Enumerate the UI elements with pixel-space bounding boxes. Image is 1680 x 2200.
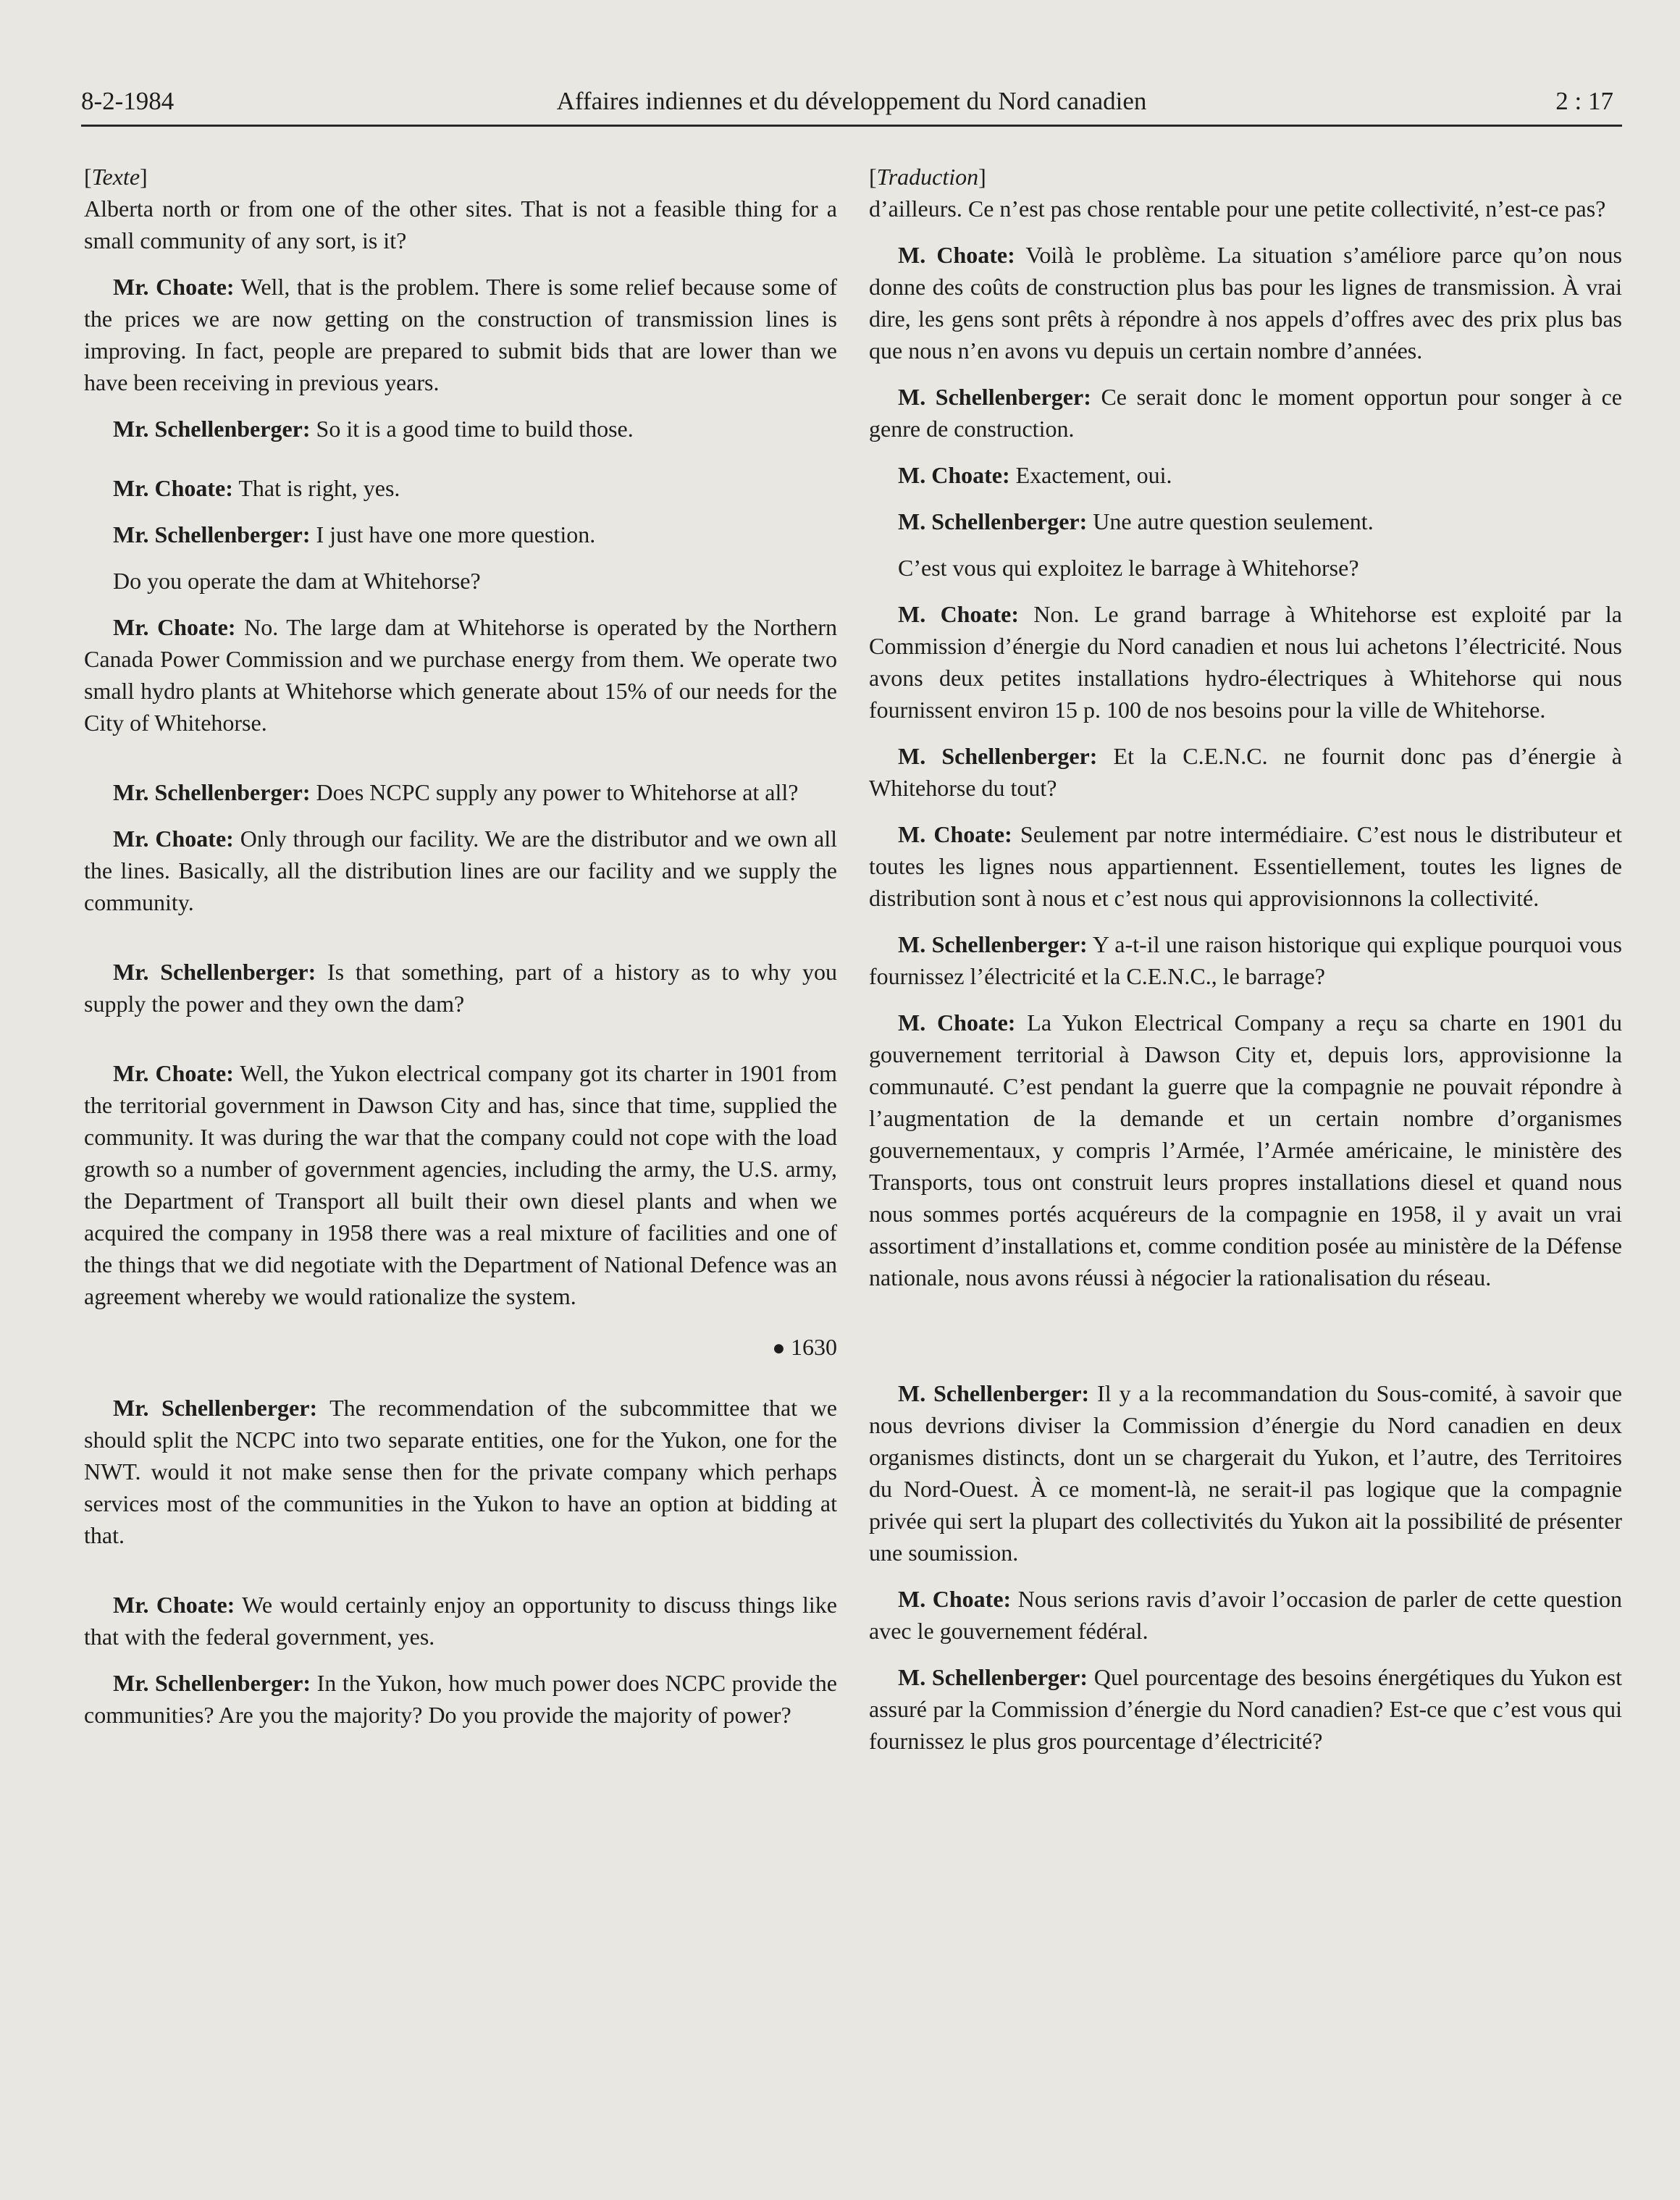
speech-paragraph: [84, 776, 837, 808]
speech-text: Only through our facility. We are the distributor and we own all the lines. Basically, all the distribution lines are our facility and we supply the community.: [84, 826, 838, 915]
speech-paragraph: [84, 1667, 837, 1731]
speech-paragraph: [84, 472, 837, 504]
speech-text: Ce serait donc le moment opportun pour songer à ce genre de construction.: [869, 384, 1623, 442]
speech-text: Non. Le grand barrage à Whitehorse est exploité par la Commission d’énergie du Nord canadien et nous lui achetons l’électricité. Nous avons deux petites installations hydro-électriques à Whitehorse qui nous fournissent environ 15 p. 100 de nos besoins pour la ville de Whitehorse.: [869, 601, 1623, 723]
speaker-name: Mr. Choate:: [113, 274, 235, 300]
speaker-name: M. Schellenberger:: [898, 384, 1091, 410]
speech-paragraph: [869, 505, 1622, 537]
section-marker: [Traduction]: [869, 164, 986, 190]
speaker-name: M. Schellenberger:: [898, 1664, 1088, 1690]
header-title: Affaires indiennes et du développement du Nord canadien: [556, 87, 1147, 115]
speech-paragraph: [84, 956, 837, 1020]
speech-text: Et la C.E.N.C. ne fournit donc pas d’énergie à Whitehorse du tout?: [869, 743, 1623, 801]
speech-paragraph: [869, 239, 1622, 366]
speaker-name: Mr. Schellenberger:: [113, 959, 316, 985]
speech-text: Une autre question seulement.: [1087, 508, 1374, 534]
speech-paragraph: Do you operate the dam at Whitehorse?: [113, 568, 481, 594]
speech-paragraph: [84, 1392, 837, 1551]
speech-paragraph: [869, 1583, 1622, 1647]
speech-paragraph: [869, 928, 1622, 992]
speaker-name: Mr. Choate:: [113, 614, 236, 640]
speaker-name: M. Choate:: [898, 242, 1015, 268]
speech-text: Exactement, oui.: [1009, 462, 1172, 488]
speaker-name: Mr. Schellenberger:: [113, 779, 311, 805]
speech-text: We would certainly enjoy an opportunity to discuss things like that with the federal government, yes.: [84, 1592, 838, 1650]
speaker-name: M. Choate:: [898, 821, 1012, 847]
speech-text: The recommendation of the subcommittee that we should split the NCPC into two separate entities, one for the Yukon, one for the NWT. would it not make sense then for the private company which perhaps services most of the communities in the Yukon to have an option at bidding at that.: [84, 1395, 838, 1548]
page-header: [81, 78, 1622, 127]
speaker-name: M. Schellenberger:: [898, 508, 1088, 534]
speech-paragraph: [869, 459, 1622, 491]
speaker-name: Mr. Schellenberger:: [113, 416, 311, 442]
speech-text: Quel pourcentage des besoins énergétiques du Yukon est assuré par la Commission d’énergie du Nord canadien? Est-ce que c’est vous qui fournissez le plus gros pourcentage d’électricité?: [869, 1664, 1623, 1754]
speech-paragraph: [84, 518, 837, 550]
speech-paragraph: [869, 381, 1622, 445]
speech-paragraph: [84, 413, 837, 445]
speaker-name: Mr. Schellenberger:: [113, 1395, 318, 1421]
speaker-name: Mr. Choate:: [113, 475, 233, 501]
speaker-name: Mr. Choate:: [113, 1060, 234, 1086]
speech-paragraph: [84, 823, 837, 918]
section-marker-label: Texte: [91, 164, 140, 190]
section-marker: [Texte]: [84, 164, 148, 190]
speech-text: Il y a la recommandation du Sous-comité, à savoir que nous devrions diviser la Commission d’énergie du Nord canadien en deux organismes distincts, dont un se chargerait du Yukon, et l’autre, des Territoires du Nord-Ouest. À ce moment-là, ne serait-il pas logique que la compagnie privée qui sert la plupart des collectivités du Yukon ait la possibilité de présenter une soumission.: [869, 1380, 1623, 1566]
speaker-name: M. Choate:: [898, 1009, 1016, 1036]
speaker-name: M. Schellenberger:: [898, 1380, 1090, 1406]
speech-text: In the Yukon, how much power does NCPC provide the communities? Are you the majority? Do you provide the majority of power?: [84, 1670, 838, 1728]
speech-text: Seulement par notre intermédiaire. C’est nous le distributeur et toutes les lignes nous appartiennent. Essentiellement, toutes les lignes de distribution sont à nous et c’est nous qui approvisionnons la collectivité.: [869, 821, 1623, 911]
speech-paragraph: [869, 818, 1622, 914]
speech-paragraph: [869, 1661, 1622, 1757]
speech-text: La Yukon Electrical Company a reçu sa charte en 1901 du gouvernement territorial à Dawson City et, depuis lors, approvisionne la communauté. C’est pendant la guerre que la compagnie ne pouvait répondre à l’augmentation de la demande et un certain nombre d’organismes gouvernementaux, y compris l’Armée, l’Armée américaine, le ministère des Transports, tous ont construit leurs propres installations diesel et quand nous nous sommes portés acquéreurs de la compagnie en 1958, il y avait un vrai assortiment d’installations et, comme condition posée au ministère de la Défense nationale, nous avons réussi à négocier la rationalisation du réseau.: [869, 1009, 1623, 1290]
bullet-icon: ●: [772, 1336, 791, 1360]
speech-paragraph: [869, 1007, 1622, 1293]
speech-text: Y a-t-il une raison historique qui explique pourquoi vous fournissez l’électricité et la C.E.N.C., le barrage?: [869, 931, 1623, 989]
speaker-name: M. Schellenberger:: [898, 743, 1098, 769]
time-marker: [84, 1331, 837, 1364]
speech-text: Voilà le problème. La situation s’améliore parce qu’on nous donne des coûts de construction plus bas pour les lignes de transmission. À vrai dire, les gens sont prêts à répondre à nos appels d’offres avec des prix plus bas que nous n’en avons vu depuis un certain nombre d’années.: [869, 242, 1623, 364]
speaker-name: Mr. Choate:: [113, 826, 234, 852]
speech-text: Does NCPC supply any power to Whitehorse at all?: [310, 779, 799, 805]
speech-text: That is right, yes.: [232, 475, 400, 501]
english-column: [84, 161, 837, 1731]
speaker-name: M. Choate:: [898, 462, 1010, 488]
speech-text: So it is a good time to build those.: [310, 416, 634, 442]
speaker-name: Mr. Schellenberger:: [113, 521, 311, 547]
header-date: 8-2-1984: [81, 87, 175, 115]
speech-paragraph: [84, 1057, 837, 1312]
continuation-text: Alberta north or from one of the other sites. That is not a feasible thing for a small community of any sort, is it?: [84, 196, 837, 253]
speech-paragraph: [84, 611, 837, 739]
french-column: [869, 161, 1622, 1757]
speech-text: Nous serions ravis d’avoir l’occasion de parler de cette question avec le gouvernement fédéral.: [869, 1586, 1623, 1644]
speaker-name: M. Choate:: [898, 601, 1019, 627]
speech-text: Well, the Yukon electrical company got its charter in 1901 from the territorial government in Dawson City and has, since that time, supplied the community. It was during the war that the company could not cope with the load growth so a number of government agencies, including the army, the U.S. army, the Department of Transport all built their own diesel plants and when we acquired the company in 1958 there was a real mixture of facilities and one of the things that we did negotiate with the Department of National Defence was an agreement whereby we would rationalize the system.: [84, 1060, 838, 1309]
speech-text: No. The large dam at Whitehorse is operated by the Northern Canada Power Commission and we purchase energy from them. We operate two small hydro plants at Whitehorse which generate about 15% of our needs for the City of Whitehorse.: [84, 614, 838, 736]
speaker-name: Mr. Choate:: [113, 1592, 235, 1618]
speech-text: I just have one more question.: [310, 521, 596, 547]
header-page-number: 2 : 17: [1555, 87, 1613, 115]
speech-paragraph: [869, 598, 1622, 726]
speech-paragraph: [869, 1377, 1622, 1569]
speech-paragraph: [84, 1589, 837, 1653]
speaker-name: M. Schellenberger:: [898, 931, 1088, 957]
speech-text: Is that something, part of a history as to why you supply the power and they own the dam?: [84, 959, 838, 1017]
continuation-text: d’ailleurs. Ce n’est pas chose rentable pour une petite collectivité, n’est-ce pas?: [869, 196, 1606, 222]
speech-paragraph: C’est vous qui exploitez le barrage à Whitehorse?: [898, 555, 1359, 581]
speech-text: Well, that is the problem. There is some relief because some of the prices we are now getting on the construction of transmission lines is improving. In fact, people are prepared to submit bids that are lower than we have been receiving in previous years.: [84, 274, 838, 395]
speaker-name: Mr. Schellenberger:: [113, 1670, 311, 1696]
speech-paragraph: [84, 271, 837, 398]
time-marker-text: 1630: [791, 1334, 837, 1360]
speech-paragraph: [869, 740, 1622, 804]
section-marker-label: Traduction: [876, 164, 979, 190]
speaker-name: M. Choate:: [898, 1586, 1012, 1612]
